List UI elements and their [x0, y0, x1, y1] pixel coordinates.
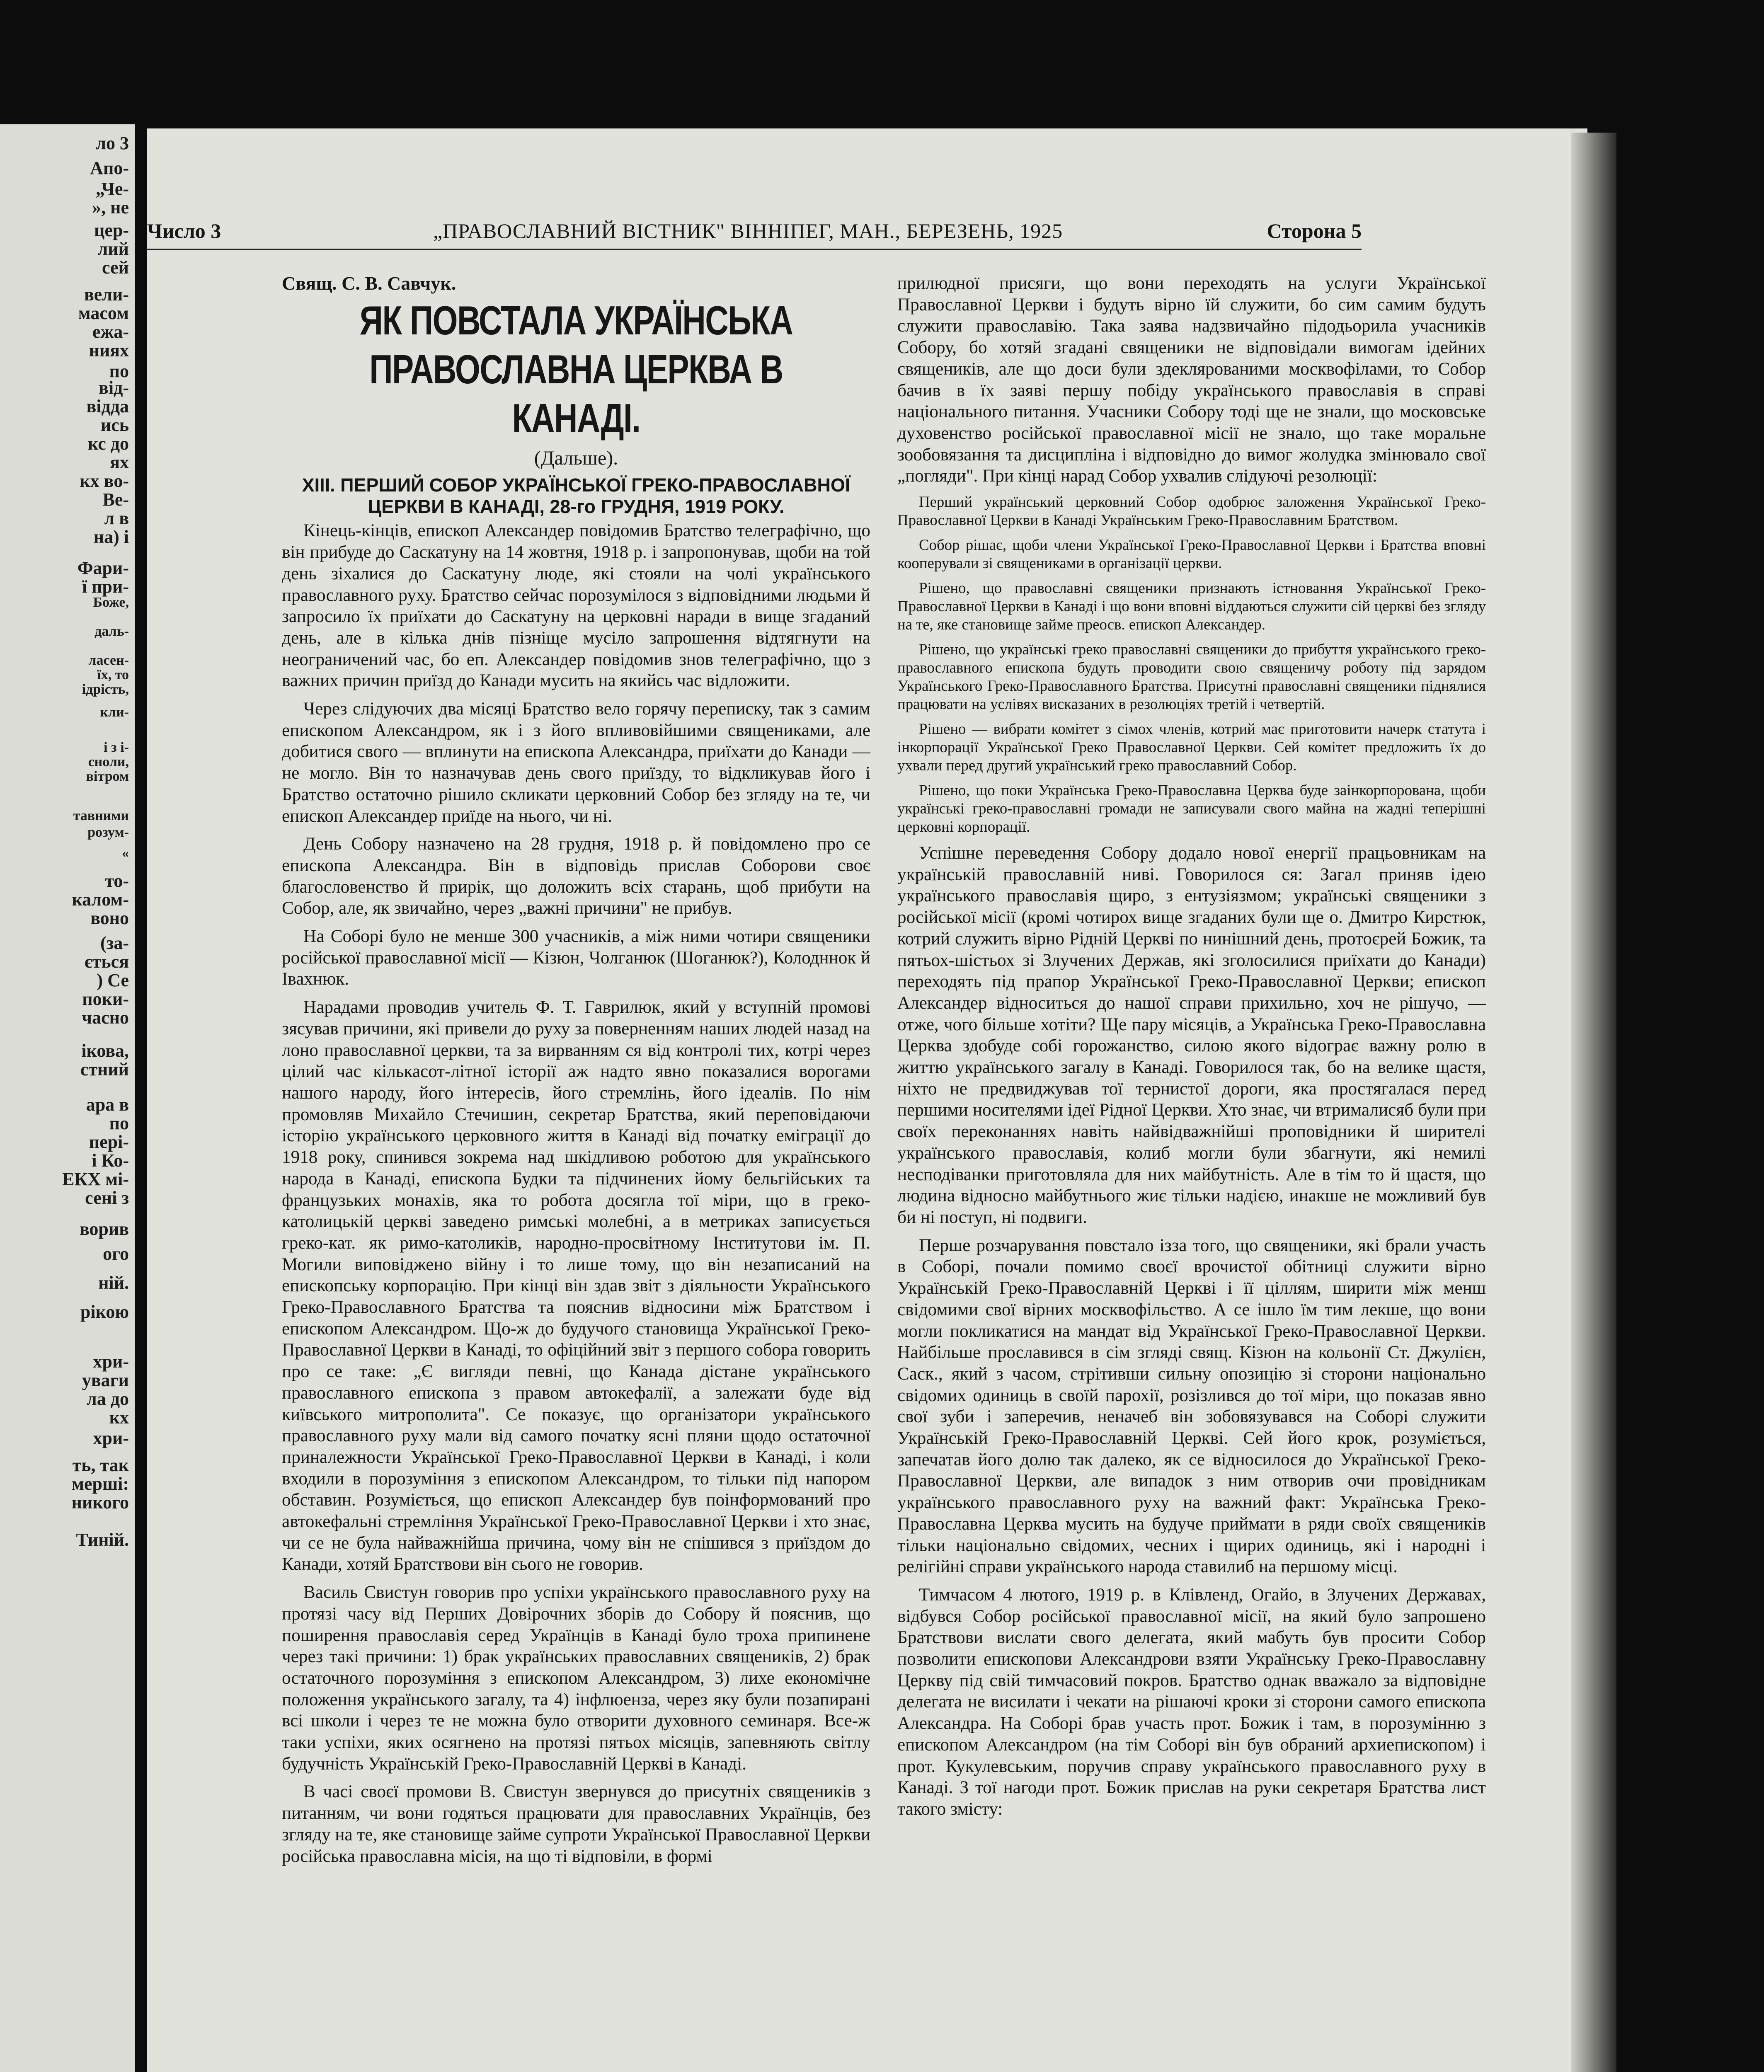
resolution-item: Рішено — вибрати комітет з сімох членів, котрий має приготовити начерк статута і інкорпорації Української Греко Православної Церкви. Сей комітет предложить їх до ухвали перед другий український греко православний Собор. [897, 720, 1486, 774]
previous-page-fragment: ть, так [72, 1455, 129, 1475]
previous-page-fragment: вели- [84, 284, 129, 305]
previous-page-fragment: кх [109, 1407, 129, 1428]
previous-page-fragment: їх, то [97, 667, 129, 683]
body-paragraph: Василь Свистун говорив про успіхи українського православного руху на протязі часу від Перших Довірочних зборів до Собору й пояснив, що поширення православія серед Українців в Канаді було троха припинене через такі причини: 1) брак українських православних священиків, 2) брак остаточного порозуміння з епископом Александром, 3) лихе економічне положення українського загалу, та 4) інфлюенза, через яку були позапирані всі школи і через те не можна було отворити духовного семинаря. Все-ж таки успіхи, яких осягнено на протязі пятьох місяців, запевняють світлу будучність Українській Греко-Православній Церкві в Канаді. [282, 1583, 870, 1774]
previous-page-fragment: Be- [102, 489, 129, 510]
previous-page-fragment: на) і [93, 527, 129, 547]
previous-page-edge [0, 124, 135, 2072]
previous-page-fragment: Апо- [90, 158, 129, 178]
previous-page-fragment: ого [103, 1244, 129, 1264]
page-gutter-shadow [1571, 133, 1616, 2072]
issue-number: Число 3 [147, 219, 221, 242]
previous-page-fragment: ласен- [88, 653, 129, 668]
previous-page-fragment: мерші: [72, 1474, 129, 1494]
article-subtitle: (Дальше). [534, 447, 618, 469]
previous-page-fragment: сноли, [88, 754, 129, 770]
previous-page-fragment: по [109, 361, 129, 381]
previous-page-fragment: ежа- [92, 322, 129, 342]
right-column-lead: прилюдної присяги, що вони переходять на услуги Української Православної Церкви і будуть вірно їй служити, бо сим самим будуть служити православію. Така заява надзвичайно підодьорила учасників Собору, бо хотяй згадані священики не відповідали вимогам ідейних священиків, але що доси були здеклярованими москвофілами, то Собор бачив в їх заяві першу побіду українського православія в справі національного питання. Учасники Собору тоді ще не знали, що московське духовенство російської православної місії не знало, що таке моральне зообовязання та дисципліна і відповідно до вимог жолудка змінювало свої „погляди". При кінці нарад Собор ухвалив слідуючі резолюції: [897, 274, 1486, 486]
previous-page-fragment: Фари- [77, 558, 129, 578]
previous-page-fragment: хри- [93, 1428, 129, 1448]
previous-page-fragment: ікова, [81, 1041, 129, 1061]
previous-page-fragment: », не [92, 197, 129, 218]
previous-page-fragment: Боже, [93, 595, 129, 610]
previous-page-fragment: кли- [100, 704, 129, 720]
header-rule [147, 249, 1362, 250]
previous-page-fragment: вітром [86, 769, 129, 784]
previous-page-fragment: ло 3 [96, 133, 129, 153]
previous-page-fragment: ла до [87, 1389, 129, 1409]
previous-page-fragment: відда [86, 396, 129, 416]
previous-page-fragment: л в [104, 508, 129, 528]
body-paragraph: Успішне переведення Собору додало нової енергії працьовникам на українській православній ниві. Говорилося ся: Загал приняв ідею українського православія щиро, з ентузіязмом; українські священики з російської місії (кромі чотирох вище згаданих були ще о. Дмитро Кирстюк, котрий служить вірно Рідній Церкві по нинішний день, протоєрей Божик, та пятьох-шістьох зі Злучених Держав, які зголосилися приїхати до Канади) переходять під прапор Української Греко-Православної Церкви; епископ Александер відноситься до нашої справи прихильно, хоч не рішучо, — отже, чого більше хотіти? Ще пару місяців, а Українська Греко-Православна Церква здобуде собі горожанство, силою якого відограє важну ролю в життю українського загалу в Канаді. Говорилося так, бо на велике щастя, ніхто не предвиджував тої тернистої дороги, яка простягалася перед першими носителями ідеї Рідної Церкви. Хто знає, чи втрималисяб були при своїх переконаннях навіть найвідважнійші проповідники й ширителі українського православія, колиб могли були збагнути, які немилі несподіванки приготовляла для них майбутність. Але в тім то й щастя, що людина відносно майбутнього жиє тільки надією, инакше не можливий був би ні поступ, ні подвиги. [897, 843, 1486, 1227]
previous-page-fragment: ворив [79, 1219, 129, 1239]
previous-page-fragment: від- [99, 378, 129, 398]
previous-page-fragment: цер- [94, 220, 129, 240]
previous-page-fragment: калом- [72, 889, 129, 910]
previous-page-fragment: розум- [87, 825, 129, 840]
resolutions-list [897, 493, 1486, 836]
section-heading: XIII. ПЕРШИЙ СОБОР УКРАЇНСЬКОЇ ГРЕКО-ПРАВОСЛАВНОЇ ЦЕРКВИ В КАНАДІ, 28-го ГРУДНЯ, 1919 РОКУ. [302, 474, 850, 518]
body-paragraph: Перше розчарування повстало ізза того, що священики, які брали участь в Соборі, почали помимо своєї врочистої обітниці служити вірно Українській Греко-Православній Церкві і її ціллям, ширити між менш свідомими свої вірних москвофільство. А се ішло їм тим лекше, що вони могли покликатися на мандат від Української Греко-Православної Церкви. Найбільше прославився в сім згляді свящ. Кізюн на кольонії Ст. Джулієн, Саск., який з часом, стрітивши сильну опозицію зі сторони національно свідомих одиниць в своїй парохії, розізлився до тої міри, що показав явно свої зуби і заперечив, неначеб він зобовязувався на Соборі служити Українській Греко-Православній Церкві. Сей його крок, розуміється, запечатав його долю так далеко, як се відносилося до Української Греко-Православної Церкви, але випадок з ним отворив очи провідникам українського православного руху на важний факт: Українська Греко-Православна Церква мусить на будуче приймати в ряди своїх священиків тільки національно свідомих, чесних і щирих одиниць, які і народні і релігійні справи українського народа ставилиб на першому місці. [897, 1235, 1486, 1577]
resolution-item: Перший український церковний Собор одобрює заложення Української Греко-Православної Церкви в Канаді Українським Греко-Православним Братством. [897, 493, 1486, 529]
body-paragraph: Тимчасом 4 лютого, 1919 р. в Клівленд, Огайо, в Злучених Державах, відбувся Собор російської православної місії, на який було запрошено Братствови вислати свого делегата, який мабуть був просити Собор позволити епископови Александрови взяти Українську Греко-Православну Церкву під свій тимчасовий покров. Братство однак вважало за відповідне делегата не висилати і чекати на рішаючі кроки зі сторони самого епископа Александра. На Соборі брав участь прот. Божик і там, в порозумінню з епископом Александром (на тім Соборі він був обраний архиепископом) і прот. Кукулевським, поручив справу українського православного руху в Канаді. З тої нагоди прот. Божик прислав на руки секретаря Братства лист такого змісту: [897, 1585, 1486, 1819]
previous-page-fragment: і з і- [104, 740, 129, 755]
body-paragraph: На Соборі було не менше 300 учасників, а між ними чотири священики російської православної місії — Кізюн, Чолганюк (Шоганюк?), Колодннок й Івахнюк. [282, 927, 870, 989]
previous-page-fragment: по [109, 1113, 129, 1133]
previous-page-fragment: ЕКХ мі- [62, 1169, 129, 1189]
previous-page-fragment: даль- [94, 624, 129, 639]
previous-page-fragment: тавними [73, 808, 129, 823]
previous-page-fragment: кс до [87, 433, 129, 454]
previous-page-fragment: стний [80, 1059, 129, 1080]
left-column [282, 273, 870, 1867]
previous-page-fragment: ях [110, 452, 129, 472]
publication-title: „ПРАВОСЛАВНИЙ ВІСТНИК" ВІННІПЕГ, МАН., БЕРЕЗЕНЬ, 1925 [433, 219, 1063, 242]
body-paragraph: Нарадами проводив учитель Ф. Т. Гаврилюк, який у вступній промові зясував причини, які привели до руху за поверненням наших людей назад на лоно православної церкви, та за вирванням ся від контролі тих, котрі через цілий час кількасот-літної історії аж надто явно показалися ворогами нашого народу, його інтересів, його стремлінь, його ідеалів. По нім промовляв Михайло Стечишин, секретар Братства, який переповідаючи історію українського церковного життя в Канаді від початку еміграції до 1918 року, спинився зокрема над шкідливою роботою для українського народа в Канаді, епископа Будки та підчинених йому бельгійських та французьких монахів, яка то робота досягла тої міри, що в греко-католицькій церкві заведено римські молебні, а в метриках записується греко-кат. як римо-католиків, народно-просвітному Інститутови ім. П. Могили виповіджено війну і то лише тому, що він незаписаний на епископську корпорацію. При кінці він здав звіт з діяльности Українського Греко-Православного Братства та пояснив відносини між Братством і епископом Александром. Що-ж до будучого становища Української Греко-Православної Церкви в Канаді, то офіційний звіт з першого собора говорить про се таке: „Є вигляди певні, що Канада дістане українського православного епископа з правом автокефалії, а залежати буде від київського митрополита". Се показує, що організатори українського православного руху мали від самого початку ясні пляни щодо остаточної приналежности Української Греко-Православної Церкви в Канаді, і коли входили в порозуміння з епископом Александром, то тільки під напором обставин. Розуміється, що епископ Александер був поінформований про автокефальні стремління Української Греко-Православної Церкви і хто знає, чи се не була найважнійша причина, чому він не спішився з приїздом до Канади, хотяй Братствови він сього не говорив. [282, 997, 870, 1574]
page-header [147, 219, 1362, 244]
previous-page-fragment: сей [102, 257, 129, 278]
resolution-item: Собор рішає, щоби члени Української Греко-Православної Церкви і Братства вповні кооперували зі священиками в організації церкви. [897, 536, 1486, 572]
page-number: Сторона 5 [1267, 219, 1362, 242]
right-column-body [897, 842, 1486, 1820]
resolution-item: Рішено, що українські греко православні священики до прибуття українського греко-православного епископа будуть проводити свою священичу роботу під зарядом Українського Греко-Православного Братства. Присутні православні священики піднялися працювати на услівях висказаних в резолюціях третій і четвертій. [897, 641, 1486, 713]
previous-page-fragment: воно [90, 908, 129, 928]
previous-page-fragment: сені з [85, 1188, 129, 1208]
previous-page-fragment: ) Се [97, 970, 129, 990]
previous-page-fragment: « [122, 845, 129, 861]
previous-page-fragment: (за- [100, 933, 129, 953]
previous-page-fragment: ара в [86, 1094, 129, 1115]
previous-page-fragment: ється [84, 951, 129, 972]
body-paragraph: Кінець-кінців, епископ Александер повідомив Братство телеграфічно, що він прибуде до Саскатуну на 14 жовтня, 1918 р. і запропонував, щоби на той день зіхалися до Саскатуну люде, які стояли на чолі українського православного руху. Братство сейчас порозумілося з відповідними людьми й запросило їх приїхати до Саскатуну на церковні наради в вище згаданий день, але в кілька днів пізніще мусіло запрошення відтягнути на неограничений час, бо еп. Александер повідомив знов телеграфічно, що з важних причин приїзд до Канади мусить на якийсь час відложити. [282, 521, 870, 691]
previous-page-fragment: ідрість, [82, 682, 129, 697]
body-paragraph: Через слідуючих два місяці Братство вело горячу переписку, так з самим епископом Александром, як і з його впливовійшими священиками, але добитися свого — вплинути на епископа Александра, приїхати до Канади — не могло. Він то назначував день свого приїзду, то відкликував його і Братство остаточно рішило скликати церковний Собор без згляду на те, чи епископ Александер приїде на нього, чи ні. [282, 699, 870, 826]
right-column [897, 273, 1486, 1820]
previous-page-fragment: часно [82, 1007, 129, 1028]
previous-page-fragment: Тиній. [76, 1530, 129, 1550]
article-title: ЯК ПОВСТАЛА УКРАЇНСЬКА ПРАВОСЛАВНА ЦЕРКВА В КАНАДІ. [359, 297, 793, 441]
previous-page-fragment: „Че- [95, 179, 129, 199]
previous-page-fragment: хри- [93, 1351, 129, 1372]
previous-page-fragment: рікою [80, 1302, 129, 1322]
body-paragraph: В часі своєї промови В. Свистун звернувся до присутніх священиків з питанням, чи вони годяться працювати для православних Українців, без згляду на те, яке становище займе супроти Української Православної Церкви російська православна місія, на що ті відповіли, в формі [282, 1782, 870, 1866]
previous-page-fragment: уваги [82, 1370, 129, 1390]
left-column-body [282, 520, 870, 1867]
previous-page-fragment: ись [100, 415, 129, 435]
previous-page-fragment: лий [97, 239, 129, 259]
resolution-item: Рішено, що поки Українська Греко-Православна Церква буде заінкорпорована, щоби українські греко-православні громади не записували свого майна на жадні теперішні церковні корпорації. [897, 782, 1486, 835]
body-paragraph: День Собору назначено на 28 грудня, 1918 р. й повідомлено про се епископа Александра. Він в відповідь прислав Соборови своє благословенство й прирік, що доложить всіх старань, щоб прибути на Собор, але, як звичайно, через „важні причини" не прибув. [282, 834, 870, 918]
previous-page-fragment: масом [78, 303, 129, 323]
resolution-item: Рішено, що православні священики признають істновання Української Греко-Православної Церкви в Канаді і що вони вповні віддаються служити сій церкві без згляду на те, яке становище займе преосв. епископ Александер. [897, 579, 1486, 633]
previous-page-fragment: кх вo- [80, 471, 129, 491]
previous-page-fragment: никого [71, 1492, 129, 1513]
previous-page-fragment: і Ко- [92, 1150, 129, 1171]
previous-page-fragment: пері- [89, 1132, 129, 1152]
previous-page-fragment: поки- [82, 989, 129, 1009]
previous-page-fragment: ній. [98, 1273, 129, 1293]
previous-page-fragment: ниях [89, 340, 129, 361]
previous-page-fragment: ї при- [82, 576, 129, 597]
previous-page-fragment: то- [105, 871, 129, 891]
article-author: Свящ. С. В. Савчук. [282, 273, 456, 294]
